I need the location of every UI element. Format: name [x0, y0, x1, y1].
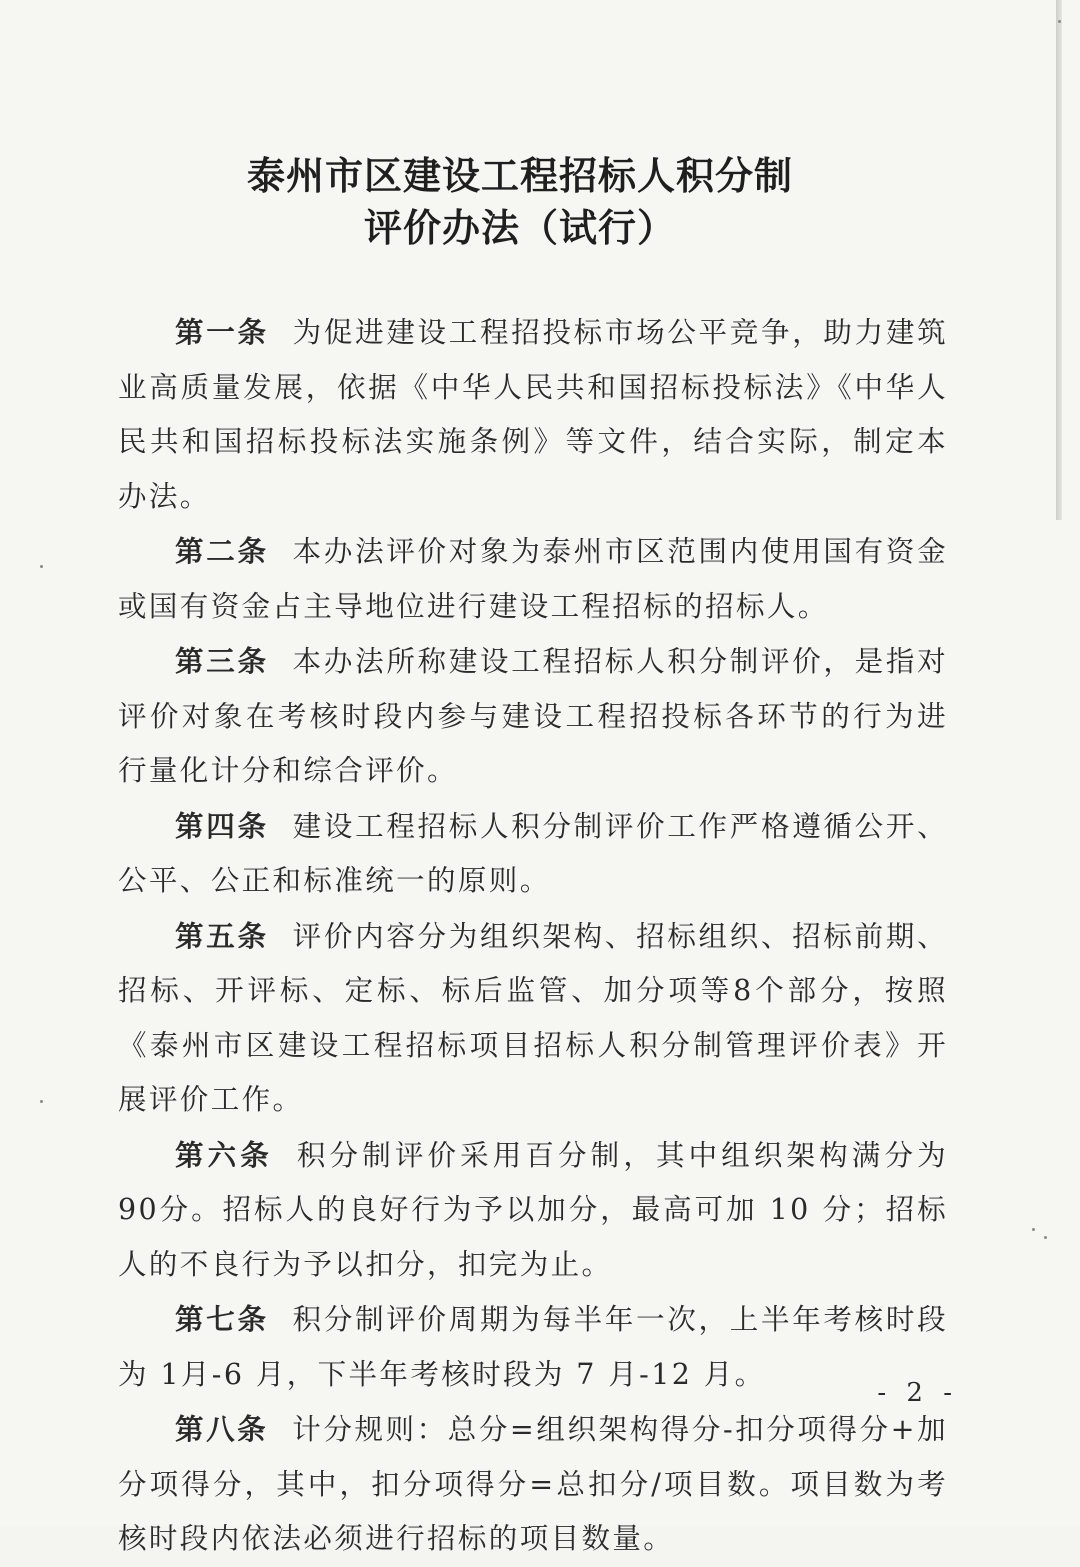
- article-4: [118, 799, 948, 909]
- article-text: 积分制评价周期为每半年一次，上半年考核时段为 1月-6 月，下半年考核时段为 7 月-12 月。: [118, 1303, 948, 1391]
- article-label: 第二条: [175, 534, 269, 568]
- article-label: 第六条: [175, 1137, 273, 1172]
- article-8: [118, 1402, 948, 1567]
- article-text: 积分制评价采用百分制，其中组织架构满分为90分。招标人的良好行为予以加分，最高可加 10 分；招标人的不良行为予以扣分，扣完为止。: [118, 1138, 948, 1281]
- article-text: 本办法评价对象为泰州市区范围内使用国有资金或国有资金占主导地位进行建设工程招标的招标人。: [118, 535, 948, 623]
- article-text: 本办法所称建设工程招标人积分制评价，是指对评价对象在考核时段内参与建设工程招投标各环节的行为进行量化计分和综合评价。: [118, 645, 948, 787]
- scan-speck: [40, 1100, 43, 1103]
- article-label: 第四条: [175, 808, 269, 843]
- article-label: 第七条: [175, 1302, 269, 1336]
- page-number: - 2 -: [877, 1378, 958, 1408]
- scan-speck: [40, 565, 43, 568]
- document-body: [118, 305, 948, 1567]
- scan-edge: [1056, 0, 1062, 520]
- article-text: 评价内容分为组织架构、招标组织、招标前期、招标、开评标、定标、标后监管、加分项等8个部分，按照《泰州市区建设工程招标项目招标人积分制管理评价表》开展评价工作。: [118, 919, 948, 1116]
- article-label: 第三条: [175, 644, 269, 678]
- article-text: 为促进建设工程招投标市场公平竞争，助力建筑业高质量发展，依据《中华人民共和国招标投标法》《中华人民共和国招标投标法实施条例》等文件，结合实际，制定本办法。: [118, 316, 948, 513]
- article-5: [118, 909, 948, 1128]
- article-label: 第五条: [175, 918, 269, 953]
- article-label: 第八条: [175, 1412, 269, 1446]
- document-title-line-1: 泰州市区建设工程招标人积分制: [246, 153, 793, 198]
- article-text: 计分规则：总分=组织架构得分-扣分项得分+加分项得分，其中，扣分项得分=总扣分/项目数。项目数为考核时段内依法必须进行招标的项目数量。: [118, 1413, 948, 1555]
- document-title-line-2: 评价办法（试行）: [363, 205, 676, 250]
- article-label: 第一条: [175, 315, 269, 349]
- scan-speck: [1032, 1228, 1035, 1231]
- article-6: [118, 1128, 948, 1293]
- article-text: 建设工程招标人积分制评价工作严格遵循公开、公平、公正和标准统一的原则。: [118, 809, 948, 897]
- scan-speck: [1058, 20, 1061, 23]
- article-1: [118, 305, 948, 524]
- article-2: [118, 524, 948, 634]
- article-7: [118, 1292, 948, 1402]
- scan-speck: [1044, 1236, 1047, 1239]
- article-3: [118, 634, 948, 799]
